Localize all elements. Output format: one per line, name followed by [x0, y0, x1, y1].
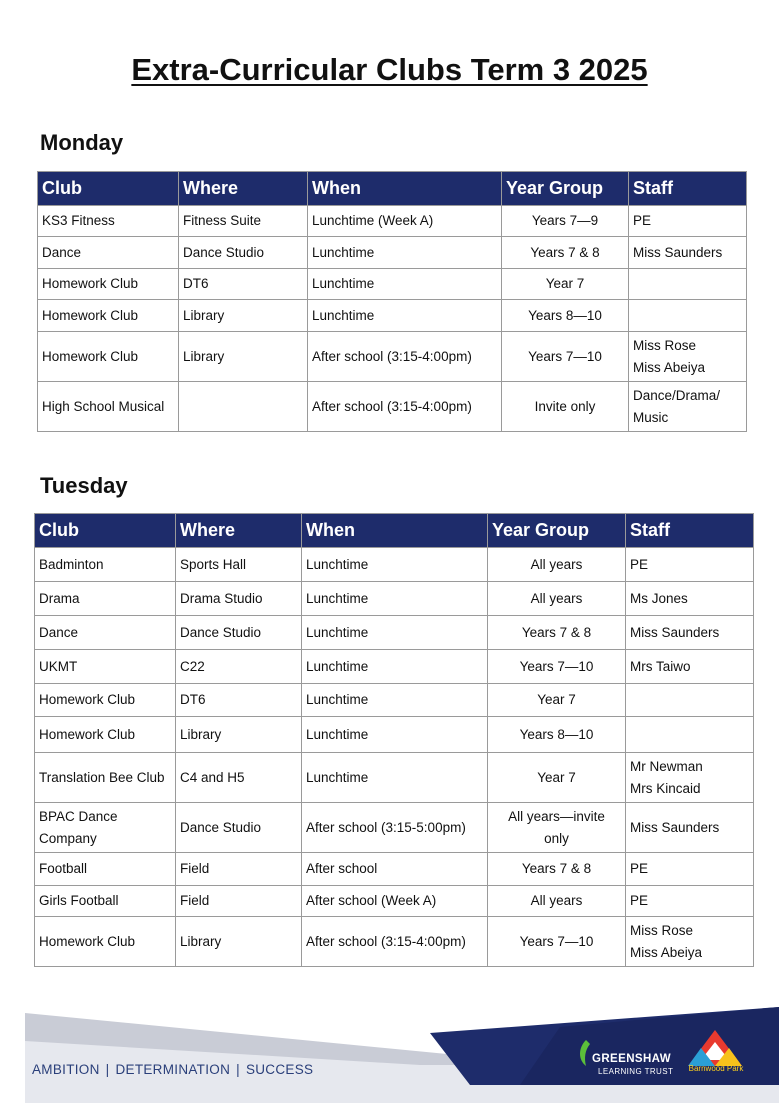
header-where: Where [179, 172, 308, 206]
cell-year: Year 7 [488, 684, 626, 717]
table-row [38, 237, 747, 269]
cell-when: Lunchtime [302, 548, 488, 582]
cell-where: Library [179, 300, 308, 332]
cell-where: C22 [176, 650, 302, 684]
cell-when: Lunchtime [302, 753, 488, 803]
cell-staff: Dance/Drama/ Music [629, 382, 747, 432]
tuesday-clubs-table [34, 513, 754, 967]
cell-year: Years 7—10 [488, 917, 626, 967]
cell-year: Year 7 [488, 753, 626, 803]
cell-where: Field [176, 853, 302, 886]
cell-when: After school [302, 853, 488, 886]
cell-staff [626, 717, 754, 753]
cell-club: Homework Club [38, 269, 179, 300]
cell-staff [629, 300, 747, 332]
cell-year: Years 8—10 [502, 300, 629, 332]
cell-where: Library [179, 332, 308, 382]
cell-year: Year 7 [502, 269, 629, 300]
cell-club: Drama [35, 582, 176, 616]
tuesday-heading: Tuesday [40, 473, 128, 498]
cell-staff: PE [629, 206, 747, 237]
cell-when: Lunchtime [302, 650, 488, 684]
cell-when: After school (3:15-4:00pm) [308, 382, 502, 432]
table-row [35, 717, 754, 753]
table-row [35, 616, 754, 650]
cell-where: Dance Studio [176, 616, 302, 650]
table-row [35, 917, 754, 967]
cell-when: Lunchtime [302, 582, 488, 616]
cell-club: High School Musical [38, 382, 179, 432]
cell-staff [629, 269, 747, 300]
cell-staff: Ms Jones [626, 582, 754, 616]
cell-year: Years 7 & 8 [502, 237, 629, 269]
header-when: When [308, 172, 502, 206]
cell-staff: Miss Saunders [626, 803, 754, 853]
monday-heading: Monday [40, 130, 124, 155]
header-year-group: Year Group [488, 514, 626, 548]
cell-where: Dance Studio [176, 803, 302, 853]
motto-success: SUCCESS [245, 1062, 314, 1077]
cell-where: C4 and H5 [176, 753, 302, 803]
cell-year: Years 7 & 8 [488, 616, 626, 650]
cell-year: Years 7 & 8 [488, 853, 626, 886]
cell-staff: Mrs Taiwo [626, 650, 754, 684]
cell-club: Homework Club [35, 717, 176, 753]
cell-year: All years [488, 582, 626, 616]
cell-when: After school (3:15-5:00pm) [302, 803, 488, 853]
school-name: Barnwood Park [688, 1064, 744, 1073]
header-club: Club [38, 172, 179, 206]
table-row [35, 886, 754, 917]
cell-club: Football [35, 853, 176, 886]
cell-staff: Miss Saunders [629, 237, 747, 269]
cell-where: Drama Studio [176, 582, 302, 616]
footer-motto [32, 1062, 313, 1077]
cell-staff: PE [626, 886, 754, 917]
table-row [38, 332, 747, 382]
cell-staff: Miss Saunders [626, 616, 754, 650]
trust-subtitle: LEARNING TRUST [598, 1067, 674, 1076]
cell-year: Years 7—10 [488, 650, 626, 684]
cell-where: Library [176, 717, 302, 753]
cell-club: Homework Club [35, 684, 176, 717]
cell-year: Years 7—10 [502, 332, 629, 382]
cell-club: KS3 Fitness [38, 206, 179, 237]
cell-club: Homework Club [35, 917, 176, 967]
cell-staff: Miss Rose Miss Abeiya [629, 332, 747, 382]
cell-club: Girls Football [35, 886, 176, 917]
header-when: When [302, 514, 488, 548]
page-title: Extra-Curricular Clubs Term 3 2025 [131, 52, 648, 87]
cell-where: Sports Hall [176, 548, 302, 582]
cell-year: Years 7—9 [502, 206, 629, 237]
cell-where: DT6 [176, 684, 302, 717]
cell-when: Lunchtime [308, 300, 502, 332]
motto-ambition: AMBITION [32, 1062, 100, 1077]
trust-name: GREENSHAW [592, 1053, 671, 1065]
cell-where: Field [176, 886, 302, 917]
table-header-row [35, 514, 754, 548]
cell-year: Years 8—10 [488, 717, 626, 753]
table-row [35, 548, 754, 582]
cell-club: BPAC Dance Company [35, 803, 176, 853]
header-year-group: Year Group [502, 172, 629, 206]
cell-club: Dance [38, 237, 179, 269]
header-staff: Staff [629, 172, 747, 206]
cell-where: Fitness Suite [179, 206, 308, 237]
cell-where: Library [176, 917, 302, 967]
cell-staff: Miss Rose Miss Abeiya [626, 917, 754, 967]
cell-club: Homework Club [38, 332, 179, 382]
cell-year: All years [488, 548, 626, 582]
cell-year: All years [488, 886, 626, 917]
monday-clubs-table [37, 171, 747, 432]
motto-separator: | [236, 1062, 240, 1077]
cell-club: Translation Bee Club [35, 753, 176, 803]
cell-when: After school (3:15-4:00pm) [308, 332, 502, 382]
cell-when: Lunchtime [302, 616, 488, 650]
cell-year: All years—invite only [488, 803, 626, 853]
cell-staff [626, 684, 754, 717]
cell-where [179, 382, 308, 432]
motto-separator: | [105, 1062, 110, 1077]
table-row [35, 753, 754, 803]
cell-staff: Mr Newman Mrs Kincaid [626, 753, 754, 803]
cell-where: DT6 [179, 269, 308, 300]
header-club: Club [35, 514, 176, 548]
cell-club: Homework Club [38, 300, 179, 332]
header-where: Where [176, 514, 302, 548]
cell-when: Lunchtime [302, 717, 488, 753]
table-row [38, 269, 747, 300]
table-row [35, 650, 754, 684]
cell-club: UKMT [35, 650, 176, 684]
cell-when: Lunchtime [308, 237, 502, 269]
table-row [38, 382, 747, 432]
cell-staff: PE [626, 853, 754, 886]
table-row [38, 300, 747, 332]
cell-when: Lunchtime [308, 269, 502, 300]
table-row [38, 206, 747, 237]
cell-club: Dance [35, 616, 176, 650]
cell-when: After school (Week A) [302, 886, 488, 917]
table-row [35, 853, 754, 886]
cell-when: After school (3:15-4:00pm) [302, 917, 488, 967]
cell-club: Badminton [35, 548, 176, 582]
cell-where: Dance Studio [179, 237, 308, 269]
table-row [35, 803, 754, 853]
table-header-row [38, 172, 747, 206]
table-row [35, 582, 754, 616]
table-row [35, 684, 754, 717]
cell-when: Lunchtime [302, 684, 488, 717]
header-staff: Staff [626, 514, 754, 548]
cell-staff: PE [626, 548, 754, 582]
cell-year: Invite only [502, 382, 629, 432]
cell-when: Lunchtime (Week A) [308, 206, 502, 237]
motto-determination: DETERMINATION [115, 1062, 231, 1077]
